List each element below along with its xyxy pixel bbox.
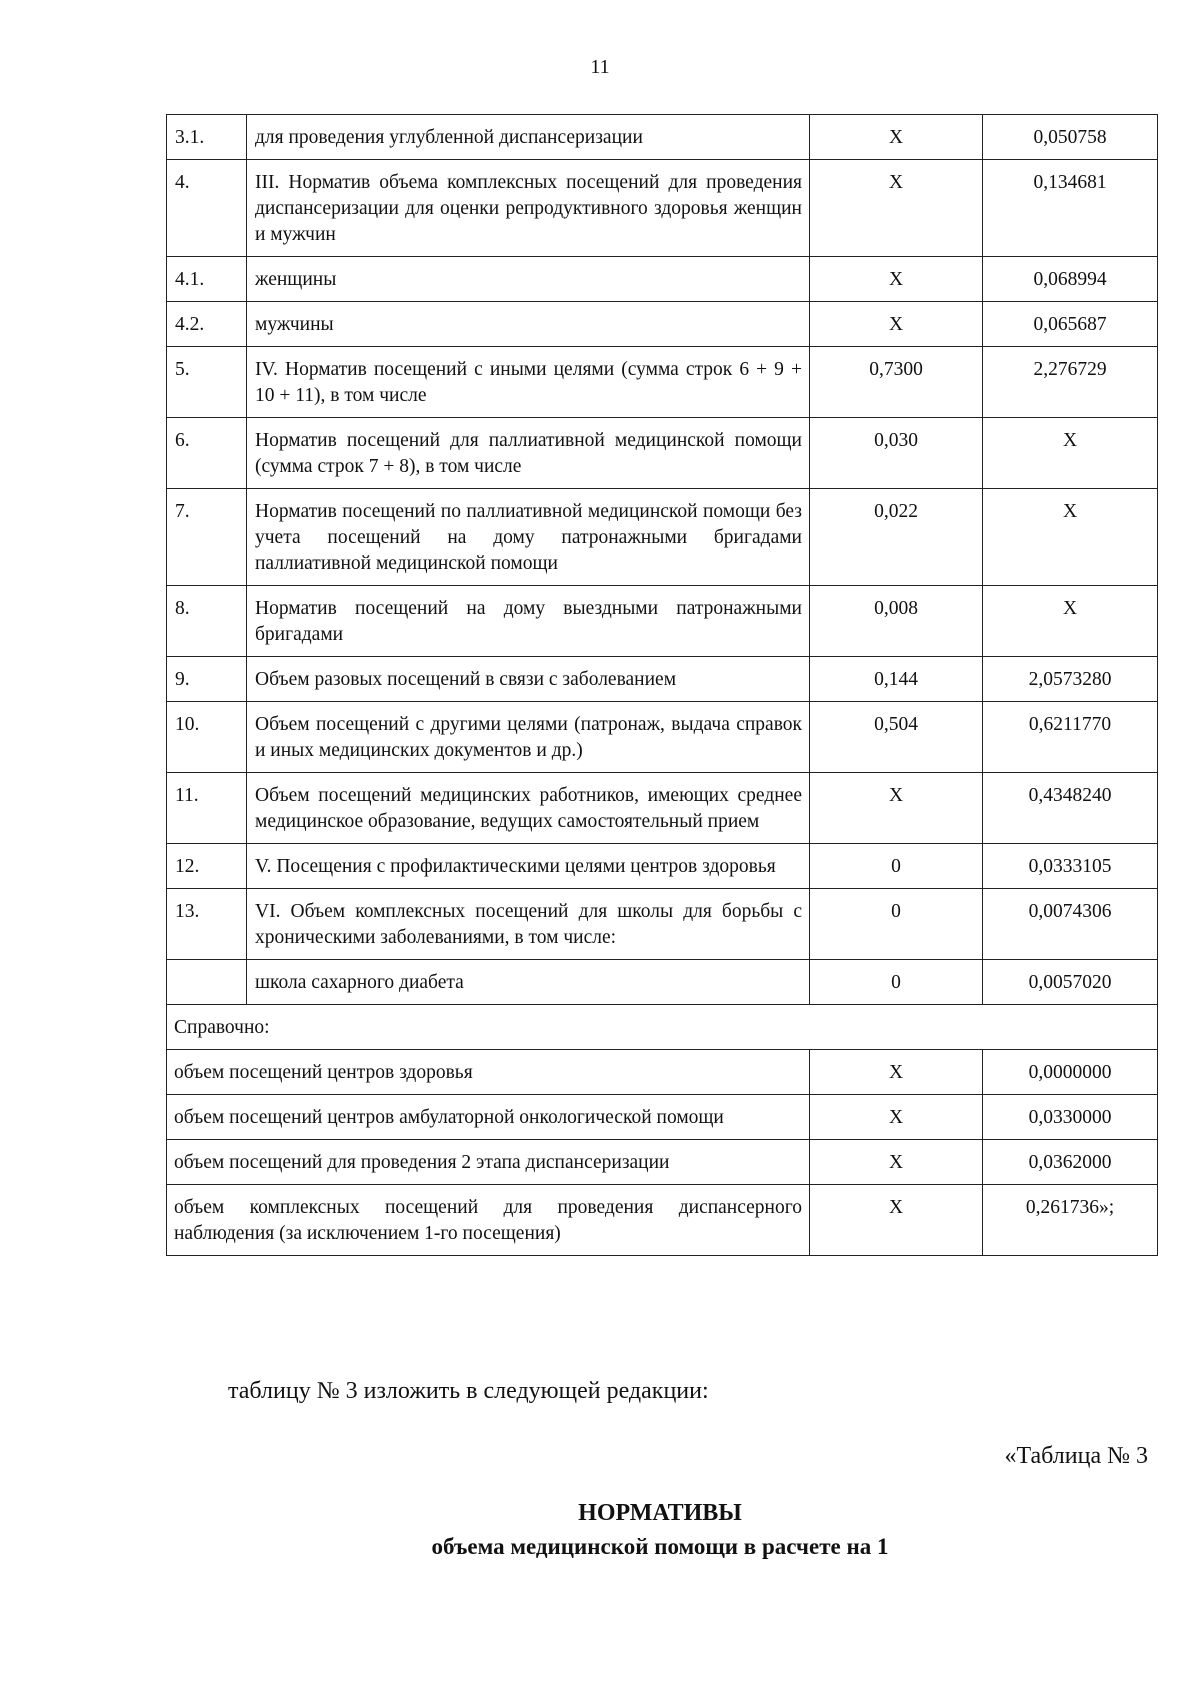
row-value-1: X [810,115,983,160]
reference-value-1: X [810,1050,983,1095]
row-description: школа сахарного диабета [247,960,810,1005]
row-value-1: X [810,257,983,302]
table-row [167,702,1158,773]
row-value-2: X [983,586,1158,657]
row-description: Норматив посещений по паллиативной медицинской помощи без учета посещений на дому патронажными бригадами паллиативной медицинской помощи [247,489,810,586]
row-value-2: 0,065687 [983,302,1158,347]
row-value-2: 0,050758 [983,115,1158,160]
table-row [167,115,1158,160]
row-value-1: 0 [810,844,983,889]
row-value-2: 0,0074306 [983,889,1158,960]
row-value-2: 0,0057020 [983,960,1158,1005]
row-number: 4.2. [167,302,247,347]
document-subtitle: объема медицинской помощи в расчете на 1 [431,1534,889,1559]
row-description: V. Посещения с профилактическими целями центров здоровья [247,844,810,889]
reference-row [167,1185,1158,1256]
row-value-2: 0,6211770 [983,702,1158,773]
row-number: 7. [167,489,247,586]
table-row [167,302,1158,347]
row-description: Объем посещений медицинских работников, имеющих среднее медицинское образование, ведущих самостоятельный прием [247,773,810,844]
row-description: Объем разовых посещений в связи с заболеванием [247,657,810,702]
row-number [167,960,247,1005]
table-row [167,160,1158,257]
row-number: 6. [167,418,247,489]
normatives-table [166,114,1158,1256]
table-label: «Таблица № 3 [1004,1443,1148,1469]
row-value-1: 0,504 [810,702,983,773]
reference-value-1: X [810,1095,983,1140]
row-description: мужчины [247,302,810,347]
row-number: 3.1. [167,115,247,160]
row-value-1: X [810,773,983,844]
row-value-2: 0,068994 [983,257,1158,302]
table-row [167,586,1158,657]
row-value-2: 2,0573280 [983,657,1158,702]
table-row [167,657,1158,702]
table-row [167,773,1158,844]
row-value-1: 0,144 [810,657,983,702]
reference-value-2: 0,0362000 [983,1140,1158,1185]
row-value-2: X [983,418,1158,489]
row-number: 4.1. [167,257,247,302]
row-description: III. Норматив объема комплексных посещений для проведения диспансеризации для оценки репродуктивного здоровья женщин и мужчин [247,160,810,257]
row-value-1: X [810,302,983,347]
instruction-paragraph: таблицу № 3 изложить в следующей редакции: [228,1378,709,1404]
row-description: женщины [247,257,810,302]
reference-value-2: 0,261736»; [983,1185,1158,1256]
reference-value-1: X [810,1140,983,1185]
table-row [167,418,1158,489]
table-row [167,960,1158,1005]
row-number: 11. [167,773,247,844]
row-number: 9. [167,657,247,702]
row-description: Объем посещений с другими целями (патронаж, выдача справок и иных медицинских документов и др.) [247,702,810,773]
row-value-1: 0,030 [810,418,983,489]
row-value-1: X [810,160,983,257]
row-value-2: 0,4348240 [983,773,1158,844]
reference-description: объем посещений центров здоровья [167,1050,810,1095]
row-value-2: 2,276729 [983,347,1158,418]
row-description: для проведения углубленной диспансеризации [247,115,810,160]
reference-row [167,1050,1158,1095]
table-row [167,347,1158,418]
row-number: 12. [167,844,247,889]
row-value-1: 0,008 [810,586,983,657]
document-title: НОРМАТИВЫ [578,1500,742,1526]
reference-header-row [167,1005,1158,1050]
row-value-1: 0 [810,960,983,1005]
row-description: Норматив посещений на дому выездными патронажными бригадами [247,586,810,657]
reference-description: объем посещений для проведения 2 этапа диспансеризации [167,1140,810,1185]
table-row [167,844,1158,889]
reference-row [167,1140,1158,1185]
row-description: VI. Объем комплексных посещений для школы для борьбы с хроническими заболеваниями, в том числе: [247,889,810,960]
reference-value-2: 0,0000000 [983,1050,1158,1095]
row-value-2: 0,134681 [983,160,1158,257]
reference-row [167,1095,1158,1140]
row-value-1: 0 [810,889,983,960]
reference-description: объем посещений центров амбулаторной онкологической помощи [167,1095,810,1140]
row-value-1: 0,022 [810,489,983,586]
row-description: IV. Норматив посещений с иными целями (сумма строк 6 + 9 + 10 + 11), в том числе [247,347,810,418]
row-number: 4. [167,160,247,257]
reference-description: объем комплексных посещений для проведения диспансерного наблюдения (за исключением 1-го посещения) [167,1185,810,1256]
row-value-1: 0,7300 [810,347,983,418]
reference-value-1: X [810,1185,983,1256]
row-description: Норматив посещений для паллиативной медицинской помощи (сумма строк 7 + 8), в том числе [247,418,810,489]
row-value-2: X [983,489,1158,586]
table-row [167,257,1158,302]
table-row [167,889,1158,960]
row-number: 13. [167,889,247,960]
page-number: 11 [590,56,610,78]
reference-value-2: 0,0330000 [983,1095,1158,1140]
row-value-2: 0,0333105 [983,844,1158,889]
row-number: 8. [167,586,247,657]
row-number: 5. [167,347,247,418]
table-row [167,489,1158,586]
reference-header: Справочно: [167,1005,1158,1050]
row-number: 10. [167,702,247,773]
